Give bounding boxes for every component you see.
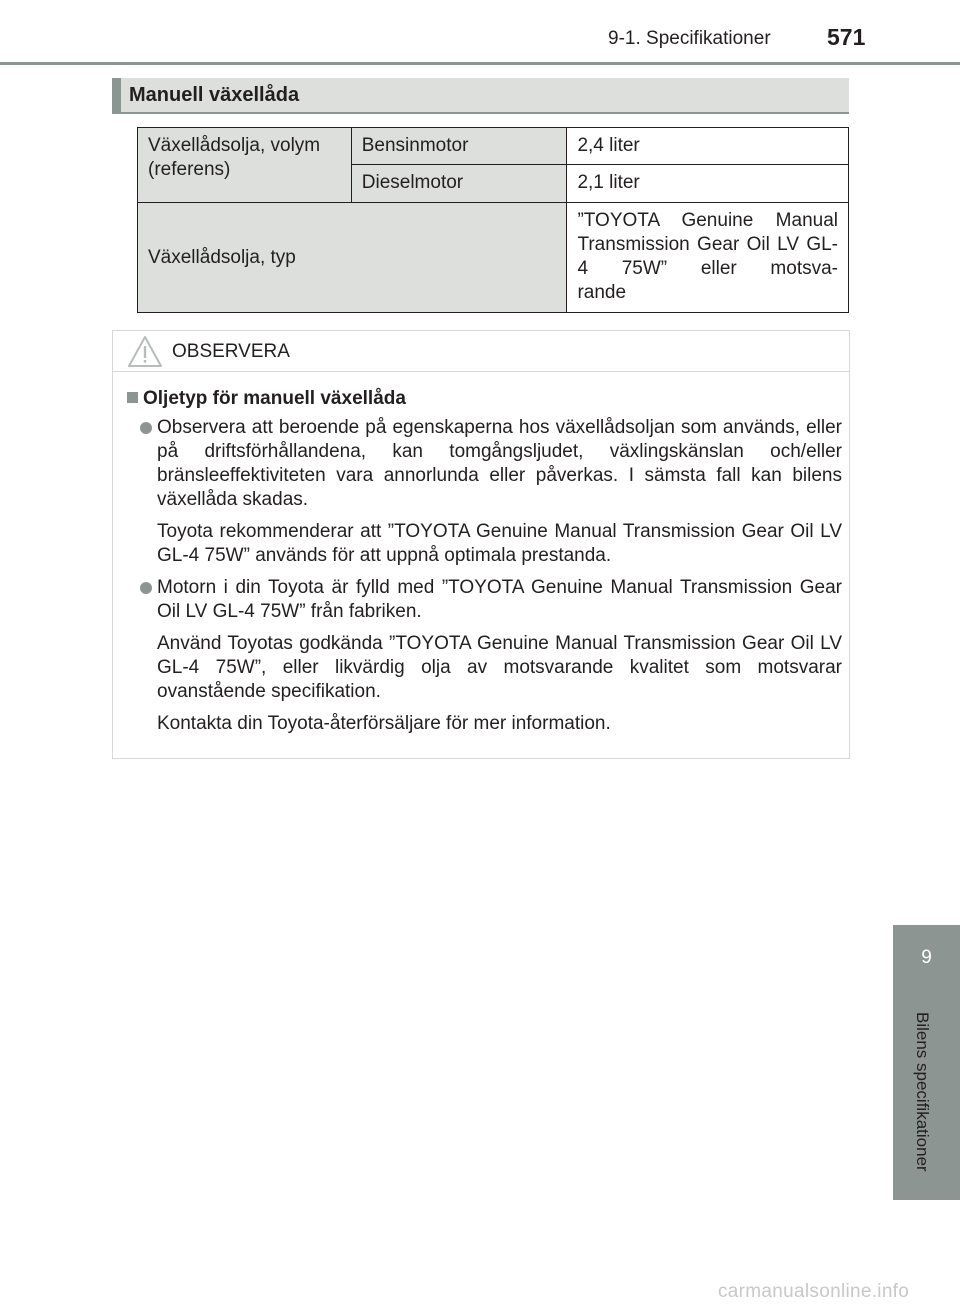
notice-subheading [127, 387, 842, 411]
spec-table [137, 127, 849, 313]
notice-body [127, 387, 842, 744]
value-cell [567, 165, 849, 203]
square-bullet-icon [127, 392, 138, 403]
engine-cell [351, 165, 567, 203]
type-label: Växellådsolja, typ [148, 246, 296, 268]
round-bullet-icon [140, 582, 152, 594]
type-value-end: rande [577, 282, 627, 303]
header-rule [0, 62, 960, 65]
header-section-title: 9-1. Specifikationer [608, 28, 771, 49]
engine-cell [351, 128, 567, 165]
bullet-text: Motorn i din Toyota är fylld med ”TOYOTA Genuine Manual Transmission Gear Oil LV GL-4 75W” från fabriken. [157, 577, 842, 622]
notice-box [112, 330, 850, 759]
page-number: 571 [827, 24, 866, 50]
type-value-cell [567, 203, 849, 313]
section-heading-accent [112, 78, 121, 112]
chapter-title: Bilens specifikationer [913, 1012, 932, 1172]
chapter-number: 9 [921, 947, 932, 968]
bullet-followup: Kontakta din Toyota-återförsäljare för mer information. [157, 713, 611, 734]
notice-label: OBSERVERA [172, 341, 290, 362]
engine-label: Dieselmotor [361, 172, 464, 193]
watermark: carmanualsonline.info [718, 1281, 910, 1302]
volume-label-cell [138, 128, 352, 203]
notice-subheading-text: Oljetyp för manuell växellåda [143, 388, 406, 409]
notice-header [113, 331, 849, 372]
table-row [138, 203, 849, 313]
warning-triangle-icon [127, 335, 163, 368]
type-label-cell [138, 203, 567, 313]
type-value: ”TOYOTA Genuine Manual Transmission Gear Oil LV GL-4 75W” eller motsva- [577, 210, 838, 279]
list-item [127, 576, 842, 624]
list-item [127, 416, 842, 512]
section-title: Manuell växellåda [129, 84, 300, 106]
value-cell [567, 128, 849, 165]
round-bullet-icon [140, 422, 152, 434]
bullet-text: Observera att beroende på egenskaperna hos växellådsoljan som används, eller på driftsförhållandena, kan tomgångsljudet, växlingskänslan och/eller bränsleeffektiviteten vara annorlunda eller påverkas. I sämsta fall kan bilens växellåda skadas. [157, 417, 842, 510]
table-row [138, 128, 849, 165]
volume-label: Växellådsolja, volym (referens) [148, 135, 321, 180]
volume-value: 2,4 liter [577, 135, 640, 156]
engine-label: Bensinmotor [361, 135, 469, 156]
bullet-followup: Använd Toyotas godkända ”TOYOTA Genuine Manual Transmission Gear Oil LV GL-4 75W”, eller likvärdig olja av motsvarande kvalitet som motsvarar ovanstående specifikation. [157, 633, 842, 702]
volume-value: 2,1 liter [577, 172, 640, 193]
bullet-followup: Toyota rekommenderar att ”TOYOTA Genuine Manual Transmission Gear Oil LV GL-4 75W” används för att uppnå optimala prestanda. [157, 521, 842, 566]
section-heading-bar [112, 78, 849, 114]
